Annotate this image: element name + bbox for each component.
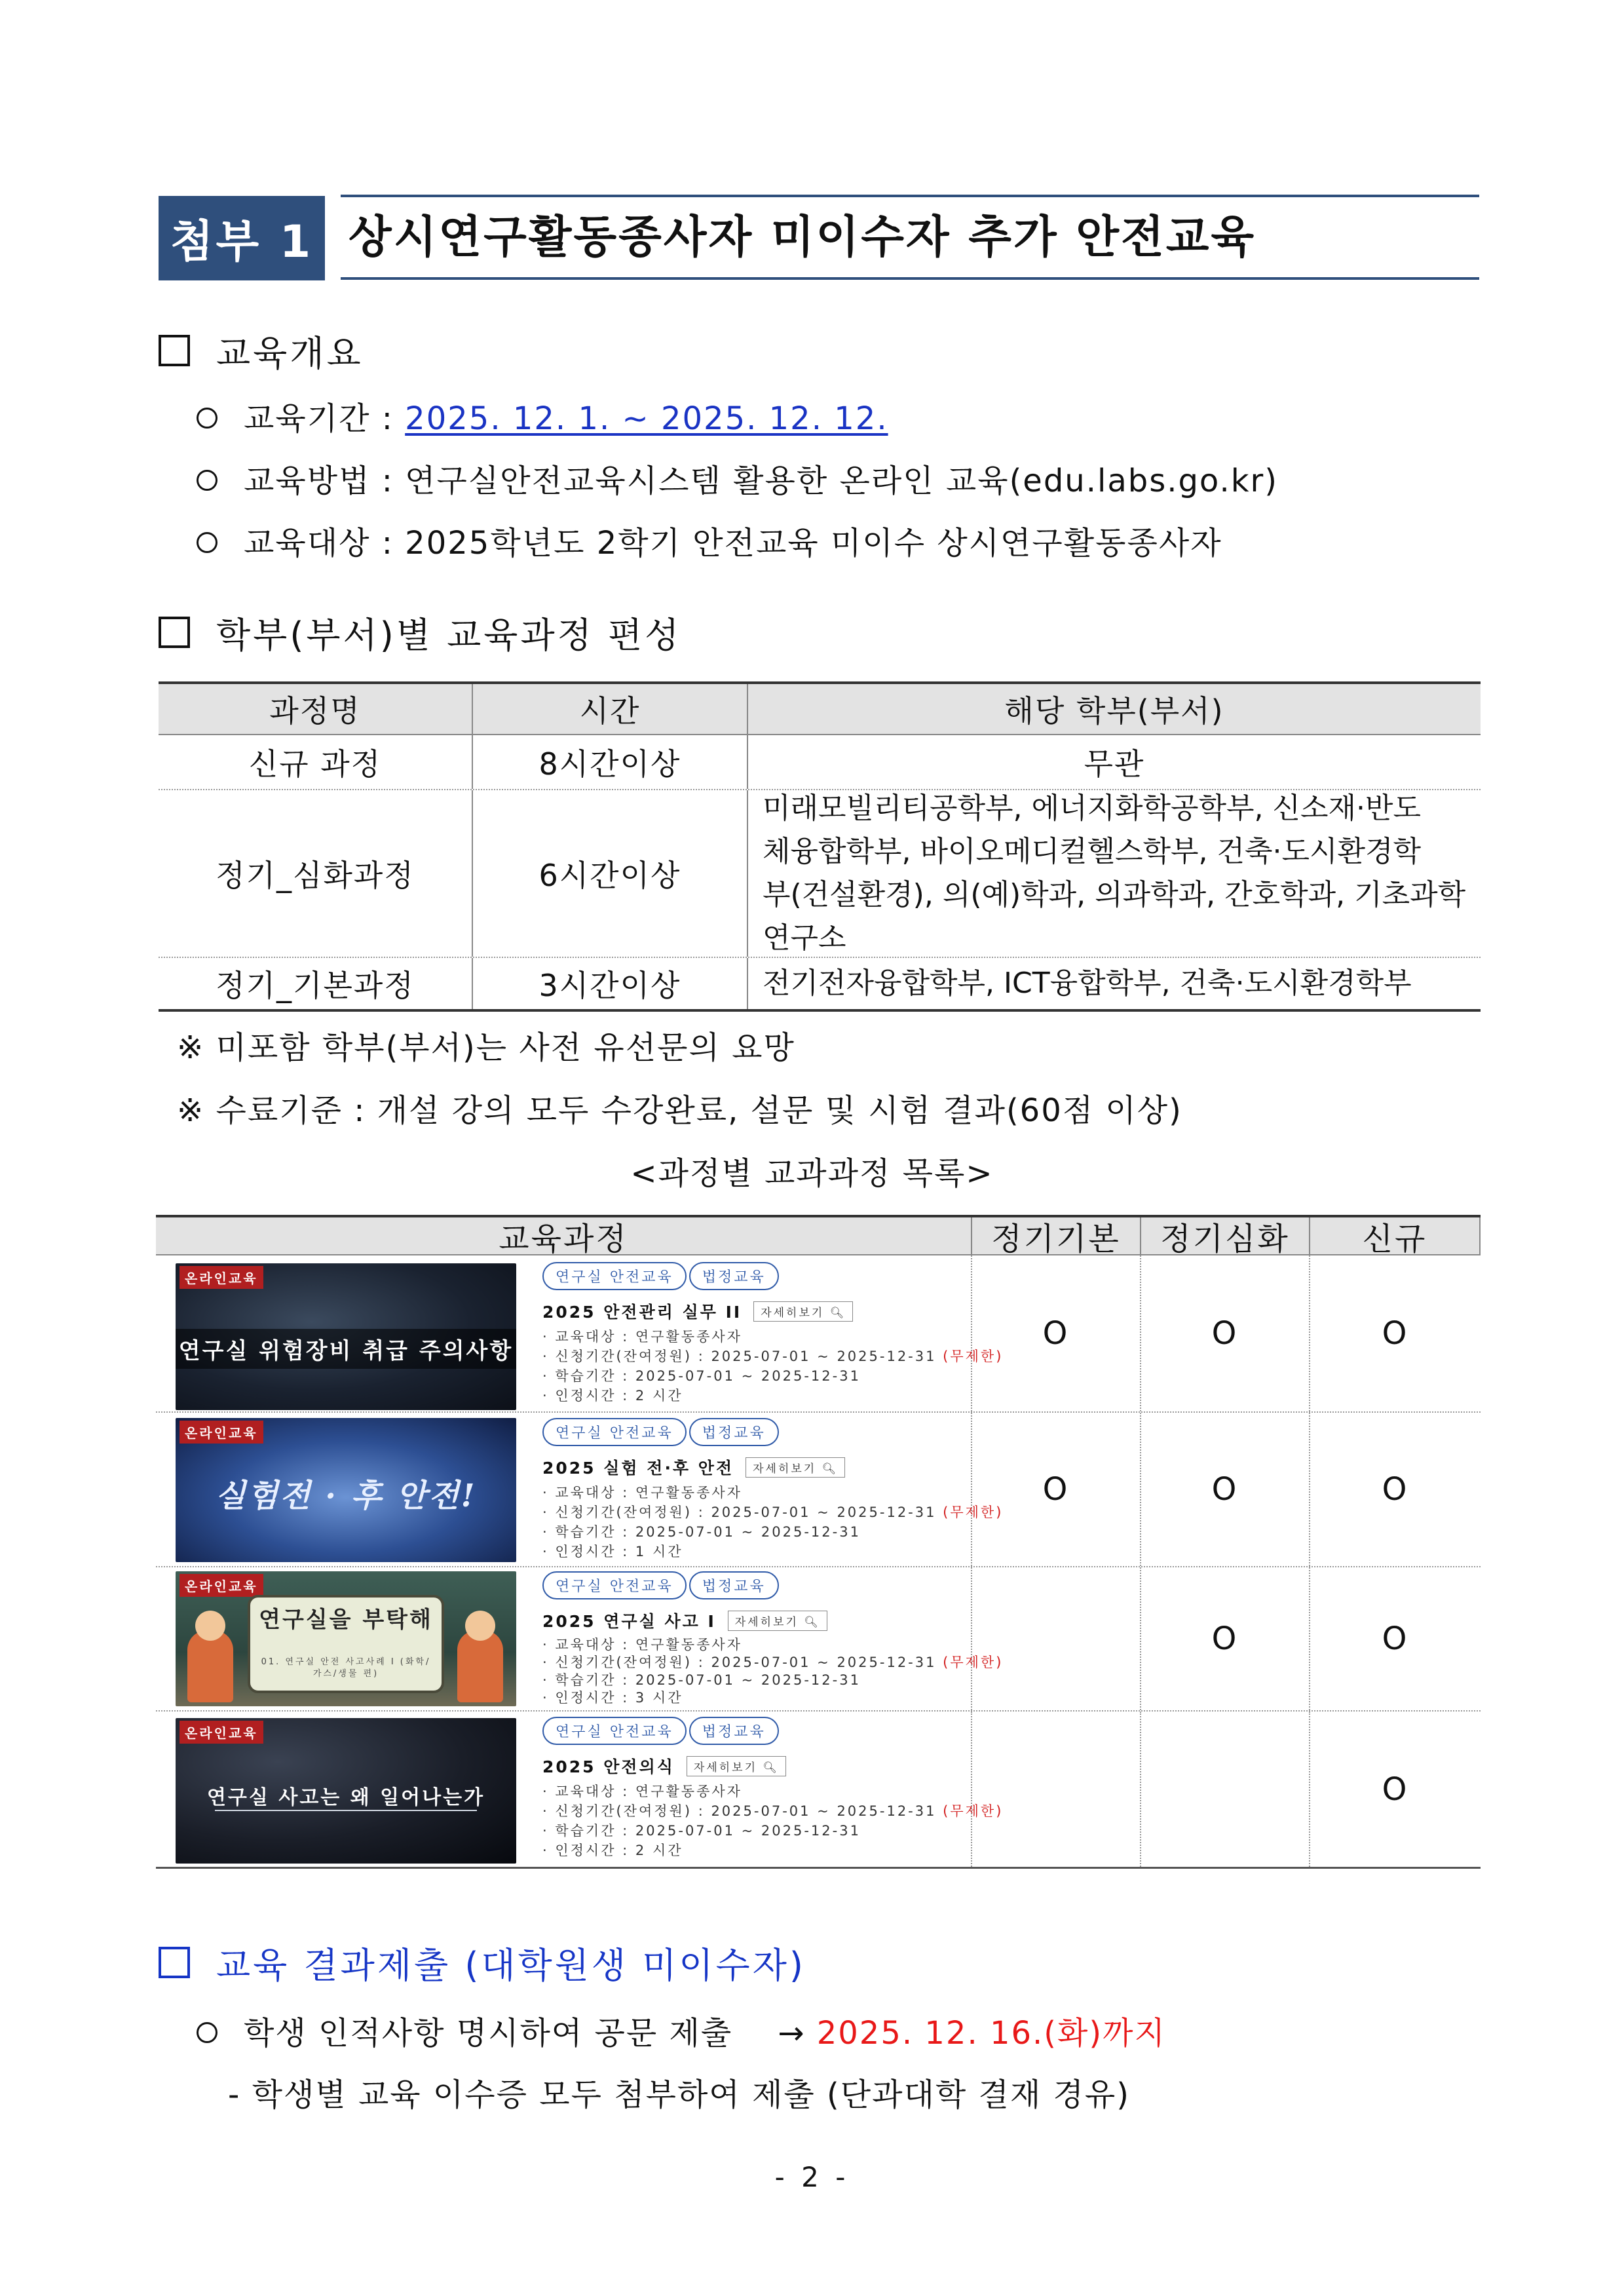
overview-period [197, 393, 888, 438]
submission-deadline: 2025. 12. 16.(화)까지 [816, 2015, 1166, 2052]
course-target: · 교육대상 : 연구활동종사자 [542, 1637, 742, 1653]
table-header-row [156, 1215, 1481, 1255]
course-apply [542, 1801, 1004, 1821]
cell-course-name: 신규 과정 [159, 735, 473, 789]
section-curriculum [159, 609, 681, 655]
statutory-pill: 법정교육 [689, 1262, 779, 1290]
overview-target-value: 2025학년도 2학기 안전교육 미이수 상시연구활동종사자 [405, 525, 1222, 562]
col-header-regular-advanced: 정기심화 [1141, 1217, 1310, 1254]
cell-time: 8시간이상 [473, 735, 748, 789]
unlimited-label: (무제한) [943, 1504, 1004, 1520]
course-card [156, 1712, 1004, 1867]
course-target: · 교육대상 : 연구활동종사자 [542, 1485, 742, 1501]
course-card [156, 1255, 1004, 1411]
course-details [542, 1782, 1004, 1860]
course-info [542, 1717, 1004, 1860]
col-header-course: 교육과정 [156, 1217, 972, 1254]
cell-dept [748, 790, 1481, 957]
page-title: 상시연구활동종사자 미이수자 추가 안전교육 [349, 212, 1256, 263]
mark-regular-advanced: O [1141, 1567, 1310, 1710]
details-label: 자세히보기 [753, 1462, 817, 1476]
thumbnail-title: 연구실 위험장비 취급 주의사항 [176, 1329, 516, 1369]
search-icon: 🔍︎ [763, 1761, 780, 1774]
mark-new: O [1382, 1620, 1409, 1657]
course-study-period: · 학습기간 : 2025-07-01 ~ 2025-12-31 [542, 1524, 861, 1540]
dept-line: 체융합학부, 바이오메디컬헬스학부, 건축·도시환경학 [763, 835, 1422, 868]
presenter-head-icon [465, 1611, 495, 1641]
search-icon: 🔍︎ [804, 1615, 820, 1629]
course-target: · 교육대상 : 연구활동종사자 [542, 1329, 742, 1345]
section-curriculum-title: 학부(부서)별 교육과정 편성 [216, 614, 682, 656]
section-result-title: 교육 결과제출 (대학원생 미이수자) [216, 1944, 806, 1986]
details-button[interactable] [728, 1611, 827, 1631]
statutory-pill: 법정교육 [689, 1571, 779, 1599]
table-row [156, 1255, 1481, 1413]
table-row [159, 790, 1481, 958]
arrow-right-icon: → [778, 2015, 806, 2052]
table-row [159, 958, 1481, 1012]
col-header-regular-basic: 정기기본 [972, 1217, 1141, 1254]
course-details [542, 1636, 1004, 1707]
statutory-pill: 법정교육 [689, 1418, 779, 1446]
cell-dept: 무관 [1084, 746, 1145, 782]
course-apply [542, 1502, 1004, 1522]
lab-safety-pill: 연구실 안전교육 [542, 1418, 687, 1446]
online-badge: 온라인교육 [179, 1266, 263, 1289]
circle-bullet-icon [197, 408, 217, 429]
dept-line: 부(건설환경), 의(예)학과, 의과학과, 간호학과, 기초과학 [763, 878, 1466, 911]
col-header-course: 과정명 [159, 684, 473, 734]
mark-regular-basic: O [972, 1255, 1141, 1411]
details-button[interactable] [746, 1457, 845, 1478]
course-info [542, 1571, 1004, 1707]
course-apply-text: · 신청기간(잔여정원) : 2025-07-01 ~ 2025-12-31 [542, 1803, 937, 1819]
details-button[interactable] [753, 1301, 853, 1322]
course-card [156, 1567, 1004, 1710]
section-overview [159, 328, 364, 373]
course-details [542, 1483, 1004, 1561]
course-study-period: · 학습기간 : 2025-07-01 ~ 2025-12-31 [542, 1823, 861, 1839]
course-thumbnail [176, 1418, 516, 1562]
course-info [542, 1262, 1004, 1406]
overview-method [197, 455, 1278, 501]
mark-new: O [1382, 1770, 1409, 1808]
section-overview-title: 교육개요 [216, 332, 364, 374]
course-details [542, 1327, 1004, 1406]
mark-regular-basic: O [972, 1413, 1141, 1566]
page-number: - 2 - [774, 2161, 850, 2193]
course-thumbnail [176, 1718, 516, 1864]
cell-time: 6시간이상 [473, 790, 748, 957]
overview-period-value: 2025. 12. 1. ~ 2025. 12. 12. [405, 400, 888, 437]
course-thumbnail [176, 1263, 516, 1410]
unlimited-label: (무제한) [943, 1349, 1004, 1364]
course-hours: · 인정시간 : 1 시간 [542, 1544, 683, 1559]
thumbnail-underline [215, 1810, 477, 1811]
course-info [542, 1418, 1004, 1561]
note-completion-criteria: ※ 수료기준 : 개설 강의 모두 수강완료, 설문 및 시험 결과(60점 이상) [177, 1092, 1182, 1129]
course-card [156, 1413, 1004, 1566]
thumbnail-subtitle: 01. 연구실 안전 사고사례 I (화학/가스/생물 편) [261, 1657, 431, 1679]
course-title-text: 2025 연구실 사고 I [542, 1612, 716, 1631]
course-hours: · 인정시간 : 2 시간 [542, 1388, 683, 1404]
course-hours: · 인정시간 : 2 시간 [542, 1843, 683, 1858]
overview-method-label: 교육방법 : [244, 463, 394, 499]
course-apply [542, 1654, 1004, 1672]
course-title [542, 1455, 962, 1479]
checkbox-square-icon [159, 617, 190, 648]
mark-regular-advanced [1141, 1712, 1310, 1867]
section-result-submission [159, 1940, 806, 1985]
attachment-tag: 첨부 1 [159, 196, 325, 280]
table-row [156, 1413, 1481, 1567]
presenter-head-icon [195, 1611, 225, 1641]
course-title [542, 1754, 962, 1778]
dept-line: 연구소 [763, 921, 846, 955]
mark-regular-advanced: O [1141, 1413, 1310, 1566]
mark-regular-basic [972, 1567, 1141, 1710]
circle-bullet-icon [197, 470, 217, 491]
details-label: 자세히보기 [734, 1615, 799, 1629]
mark-regular-basic [972, 1712, 1141, 1867]
note-unlisted-dept: ※ 미포함 학부(부서)는 사전 유선문의 요망 [177, 1029, 795, 1066]
online-badge: 온라인교육 [179, 1721, 263, 1744]
table-row [156, 1712, 1481, 1869]
cell-course-name: 정기_기본과정 [159, 958, 473, 1009]
course-title-text: 2025 안전관리 실무 II [542, 1303, 742, 1322]
curriculum-table [159, 681, 1481, 1012]
course-list-table [156, 1215, 1481, 1869]
course-title [542, 1609, 962, 1632]
details-label: 자세히보기 [693, 1761, 758, 1774]
overview-target [197, 518, 1222, 563]
thumbnail-title: 실험전 · 후 안전! [215, 1478, 477, 1514]
col-header-new: 신규 [1310, 1217, 1481, 1254]
table-header-row [159, 681, 1481, 735]
course-title-text: 2025 실험 전·후 안전 [542, 1459, 734, 1478]
dept-line: 미래모빌리티공학부, 에너지화학공학부, 신소재·반도 [763, 792, 1422, 825]
course-target: · 교육대상 : 연구활동종사자 [542, 1784, 742, 1799]
col-header-time: 시간 [473, 684, 748, 734]
table-row [156, 1567, 1481, 1712]
overview-target-label: 교육대상 : [244, 525, 394, 562]
circle-bullet-icon [197, 532, 217, 553]
circle-bullet-icon [197, 2022, 217, 2043]
submission-item [197, 2008, 1166, 2053]
checkbox-square-icon [159, 335, 190, 366]
cell-dept: 전기전자융합학부, ICT융합학부, 건축·도시환경학부 [763, 966, 1412, 1000]
course-apply-text: · 신청기간(잔여정원) : 2025-07-01 ~ 2025-12-31 [542, 1349, 937, 1364]
course-title-text: 2025 안전의식 [542, 1757, 675, 1776]
lab-safety-pill: 연구실 안전교육 [542, 1262, 687, 1290]
course-study-period: · 학습기간 : 2025-07-01 ~ 2025-12-31 [542, 1368, 861, 1384]
lab-safety-pill: 연구실 안전교육 [542, 1571, 687, 1599]
course-apply-text: · 신청기간(잔여정원) : 2025-07-01 ~ 2025-12-31 [542, 1655, 937, 1670]
mark-new: O [1382, 1471, 1409, 1508]
presenter-figure-icon [457, 1630, 503, 1702]
table-row [159, 735, 1481, 790]
course-title [542, 1299, 962, 1323]
thumbnail-title: 연구실을 부탁해 [259, 1607, 433, 1633]
search-icon: 🔍︎ [821, 1462, 839, 1476]
course-thumbnail [176, 1571, 516, 1706]
details-label: 자세히보기 [761, 1306, 825, 1320]
col-header-dept: 해당 학부(부서) [1004, 693, 1224, 729]
course-apply [542, 1347, 1004, 1366]
overview-method-value: 연구실안전교육시스템 활용한 온라인 교육(edu.labs.go.kr) [405, 463, 1278, 499]
online-badge: 온라인교육 [179, 1574, 263, 1597]
presenter-figure-icon [187, 1630, 233, 1702]
details-button[interactable] [687, 1756, 786, 1776]
statutory-pill: 법정교육 [689, 1717, 779, 1745]
online-badge: 온라인교육 [179, 1421, 263, 1444]
mark-new: O [1382, 1315, 1409, 1352]
submission-text: 학생 인적사항 명시하여 공문 제출 [244, 2015, 733, 2052]
unlimited-label: (무제한) [943, 1803, 1004, 1819]
search-icon: 🔍︎ [829, 1306, 846, 1320]
overview-period-label: 교육기간 : [244, 400, 394, 437]
header-bottom-rule [341, 277, 1479, 280]
course-list-caption: <과정별 교과과정 목록> [630, 1155, 994, 1192]
header-top-rule [341, 195, 1479, 197]
thumbnail-title: 연구실 사고는 왜 일어나는가 [206, 1786, 485, 1809]
course-study-period: · 학습기간 : 2025-07-01 ~ 2025-12-31 [542, 1672, 861, 1688]
cell-course-name: 정기_심화과정 [159, 790, 473, 957]
course-hours: · 인정시간 : 3 시간 [542, 1690, 683, 1706]
checkbox-square-icon [159, 1947, 190, 1978]
mark-regular-advanced: O [1141, 1255, 1310, 1411]
lab-safety-pill: 연구실 안전교육 [542, 1717, 687, 1745]
submission-subitem: - 학생별 교육 이수증 모두 첨부하여 제출 (단과대학 결재 경유) [228, 2076, 1130, 2113]
cell-time: 3시간이상 [473, 958, 748, 1009]
unlimited-label: (무제한) [943, 1655, 1004, 1670]
course-apply-text: · 신청기간(잔여정원) : 2025-07-01 ~ 2025-12-31 [542, 1504, 937, 1520]
